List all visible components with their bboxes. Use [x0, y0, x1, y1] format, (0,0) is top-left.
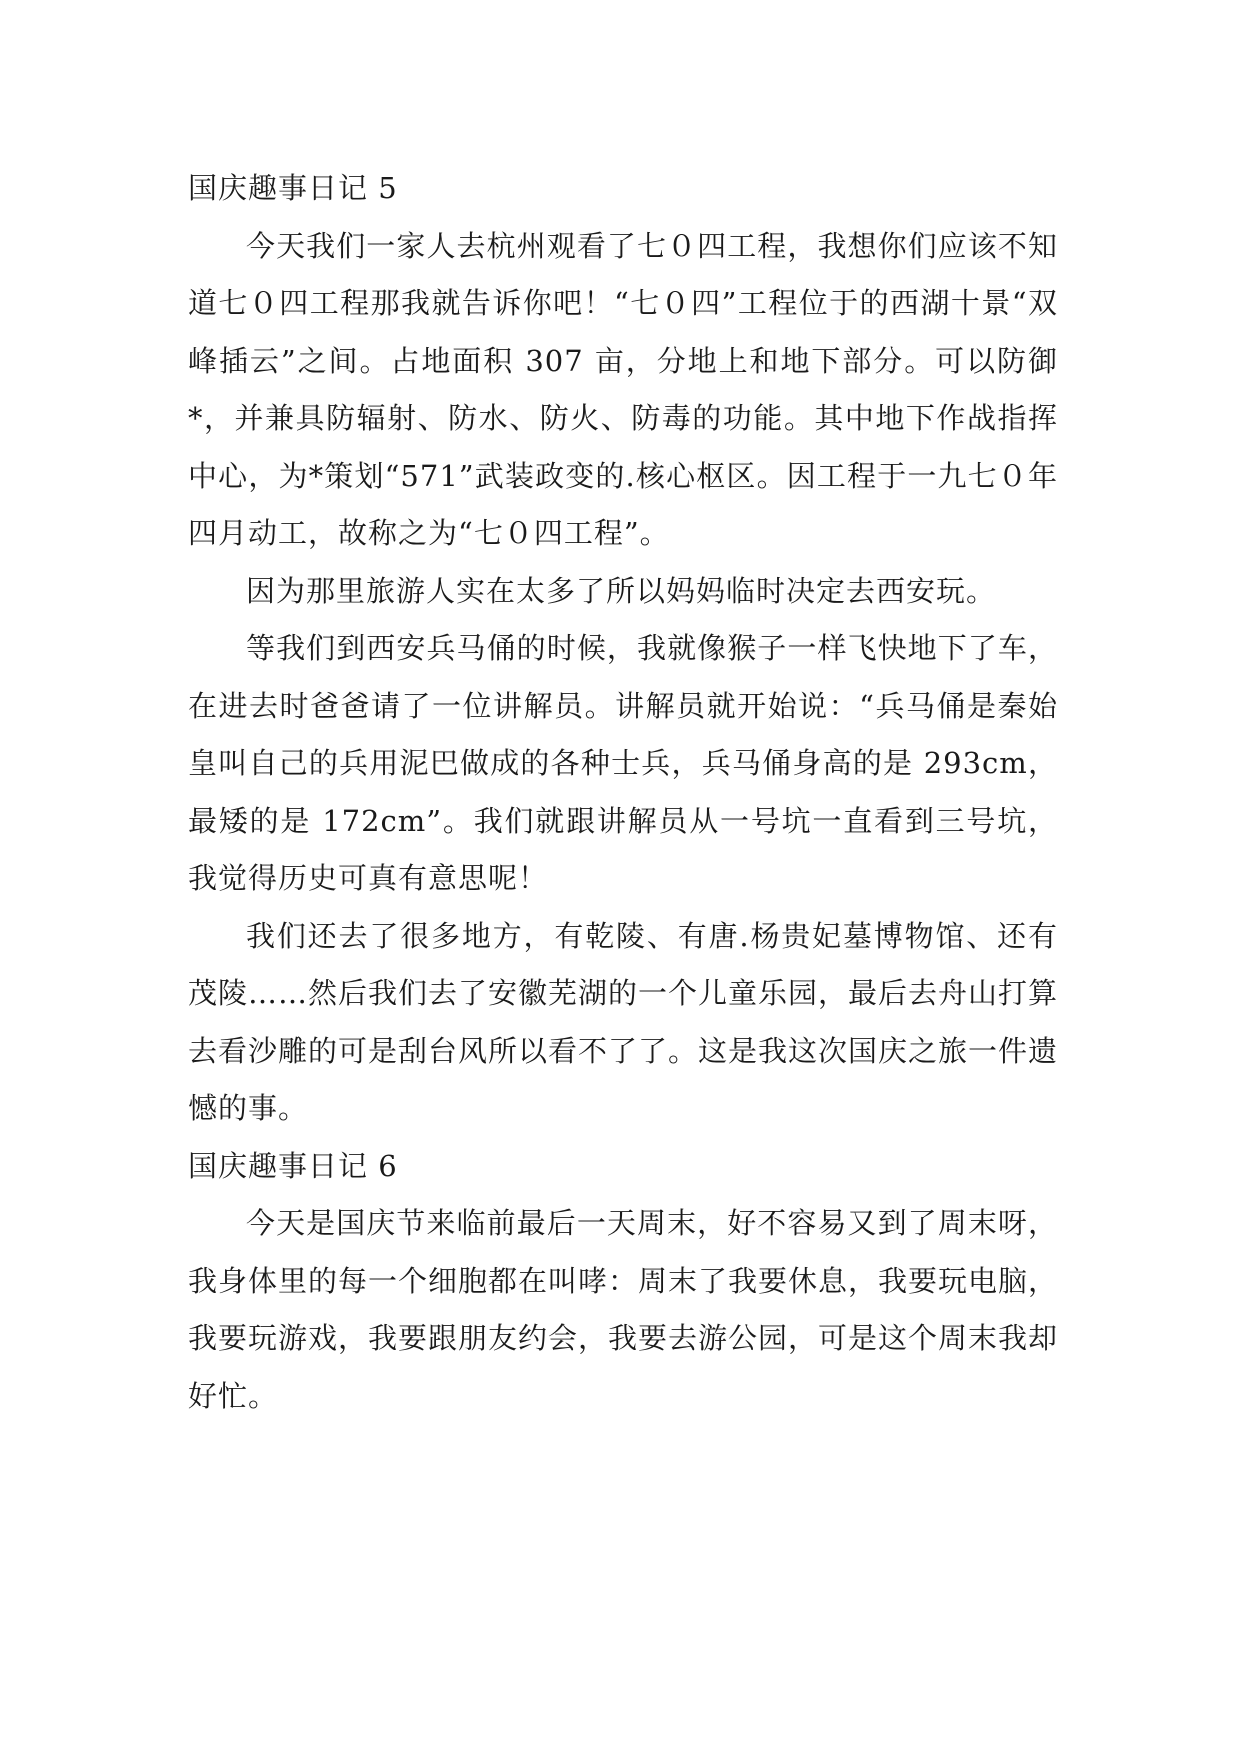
paragraph: 我们还去了很多地方，有乾陵、有唐.杨贵妃墓博物馆、还有茂陵……然后我们去了安徽芜湖的一个儿童乐园，最后去舟山打算去看沙雕的可是刮台风所以看不了了。这是我这次国庆之旅一件遗憾的事。	[188, 918, 1059, 1125]
section-title: 国庆趣事日记 6	[188, 1148, 398, 1183]
section-title: 国庆趣事日记 5	[188, 171, 398, 205]
paragraph: 等我们到西安兵马俑的时候，我就像猴子一样飞快地下了车，在进去时爸爸请了一位讲解员。讲解员就开始说：“兵马俑是秦始皇叫自己的兵用泥巴做成的各种士兵，兵马俑身高的是 293cm，最矮的是 172cm”。我们就跟讲解员从一号坑一直看到三号坑，我觉得历史可真有意思呢！	[188, 631, 1058, 895]
paragraph: 今天是国庆节来临前最后一天周末，好不容易又到了周末呀，我身体里的每一个细胞都在叫哮：周末了我要休息，我要玩电脑，我要玩游戏，我要跟朋友约会，我要去游公园，可是这个周末我却好忙。	[188, 1206, 1059, 1413]
paragraph: 今天我们一家人去杭州观看了七０四工程，我想你们应该不知道七０四工程那我就告诉你吧！“七０四”工程位于的西湖十景“双峰插云”之间。占地面积 307 亩，分地上和地下部分。可以防御*，并兼具防辐射、防水、防火、防毒的功能。其中地下作战指挥中心，为*策划“571”武装政变的.核心枢区。因工程于一九七０年四月动工，故称之为“七０四工程”。	[188, 228, 1058, 550]
diary-section	[188, 160, 1058, 1138]
paragraph: 因为那里旅游人实在太多了所以妈妈临时决定去西安玩。	[246, 573, 997, 608]
diary-section	[188, 1138, 1058, 1426]
document-body	[188, 160, 1058, 1425]
